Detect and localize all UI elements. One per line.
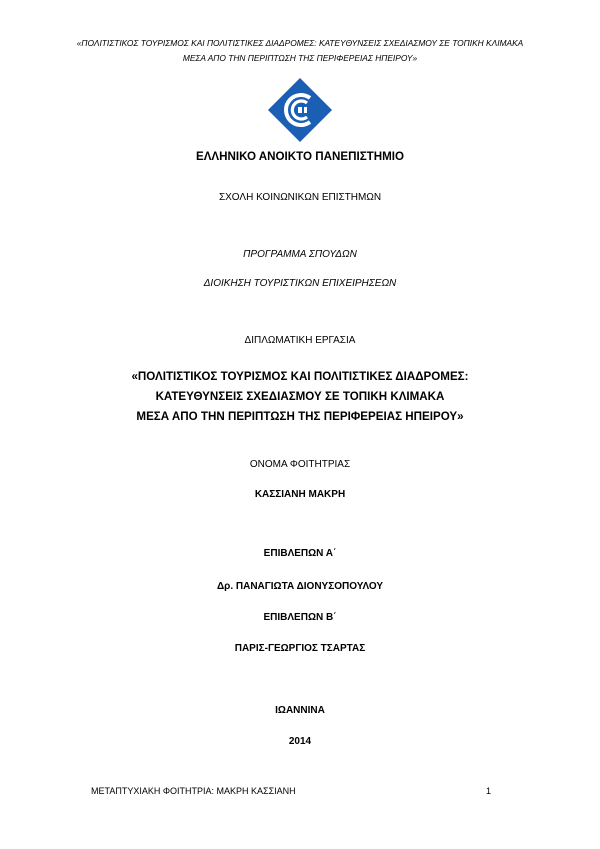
supervisor-b-name: ΠΑΡΙΣ-ΓΕΩΡΓΙΟΣ ΤΣΑΡΤΑΣ — [234, 643, 366, 654]
page-number: 1 — [486, 786, 492, 796]
thesis-title — [0, 367, 600, 427]
thesis-title-line-1: «ΠΟΛΙΤΙΣΤΙΚΟΣ ΤΟΥΡΙΣΜΟΣ ΚΑΙ ΠΟΛΙΤΙΣΤΙΚΕΣ ΔΙΑΔΡΟΜΕΣ: — [131, 370, 469, 383]
thesis-title-line-3: ΜΕΣΑ ΑΠΟ ΤΗΝ ΠΕΡΙΠΤΩΣΗ ΤΗΣ ΠΕΡΙΦΕΡΕΙΑΣ ΗΠΕΙΡΟΥ» — [136, 410, 464, 423]
document-type: ΔΙΠΛΩΜΑΤΙΚΗ ΕΡΓΑΣΙΑ — [244, 335, 356, 346]
thesis-title-line-2: ΚΑΤΕΥΘΥΝΣΕΙΣ ΣΧΕΔΙΑΣΜΟΥ ΣΕ ΤΟΠΙΚΗ ΚΛΙΜΑΚΑ — [155, 390, 445, 403]
university-name: ΕΛΛΗΝΙΚΟ ΑΝΟΙΚΤΟ ΠΑΝΕΠΙΣΤΗΜΙΟ — [195, 150, 405, 163]
program-label: ΠΡΟΓΡΑΜΜΑ ΣΠΟΥΔΩΝ — [243, 249, 357, 260]
year: 2014 — [288, 736, 312, 747]
student-label: ΟΝΟΜΑ ΦΟΙΤΗΤΡΙΑΣ — [249, 459, 351, 470]
university-logo-icon — [266, 76, 334, 144]
city: ΙΩΑΝΝΙΝΑ — [275, 705, 325, 716]
supervisor-b-label: ΕΠΙΒΛΕΠΩΝ Β΄ — [263, 612, 337, 623]
supervisor-a-name: Δρ. ΠΑΝΑΓΙΩΤΑ ΔΙΟΝΥΣΟΠΟΥΛΟΥ — [216, 581, 384, 592]
footer-author: ΜΕΤΑΠΤΥΧΙΑΚΗ ΦΟΙΤΗΤΡΙΑ: ΜΑΚΡΗ ΚΑΣΣΙΑΝΗ — [91, 786, 296, 796]
running-header: «ΠΟΛΙΤΙΣΤΙΚΟΣ ΤΟΥΡΙΣΜΟΣ ΚΑΙ ΠΟΛΙΤΙΣΤΙΚΕΣ ΔΙΑΔΡΟΜΕΣ: ΚΑΤΕΥΘΥΝΣΕΙΣ ΣΧΕΔΙΑΣΜΟΥ ΣΕ ΤΟΠΙΚΗ ΚΛΙΜΑΚΑ ΜΕΣΑ ΑΠΟ ΤΗΝ ΠΕΡΙΠΤΩΣΗ ΤΗΣ ΠΕΡΙΦΕΡΕΙΑΣ ΗΠΕΙΡΟΥ» — [76, 38, 524, 63]
school-name: ΣΧΟΛΗ ΚΟΙΝΩΝΙΚΩΝ ΕΠΙΣΤΗΜΩΝ — [218, 192, 382, 203]
supervisor-a-label: ΕΠΙΒΛΕΠΩΝ Α΄ — [263, 548, 337, 559]
student-name: ΚΑΣΣΙΑΝΗ ΜΑΚΡΗ — [254, 489, 346, 500]
program-name: ΔΙΟΙΚΗΣΗ ΤΟΥΡΙΣΤΙΚΩΝ ΕΠΙΧΕΙΡΗΣΕΩΝ — [203, 278, 397, 289]
